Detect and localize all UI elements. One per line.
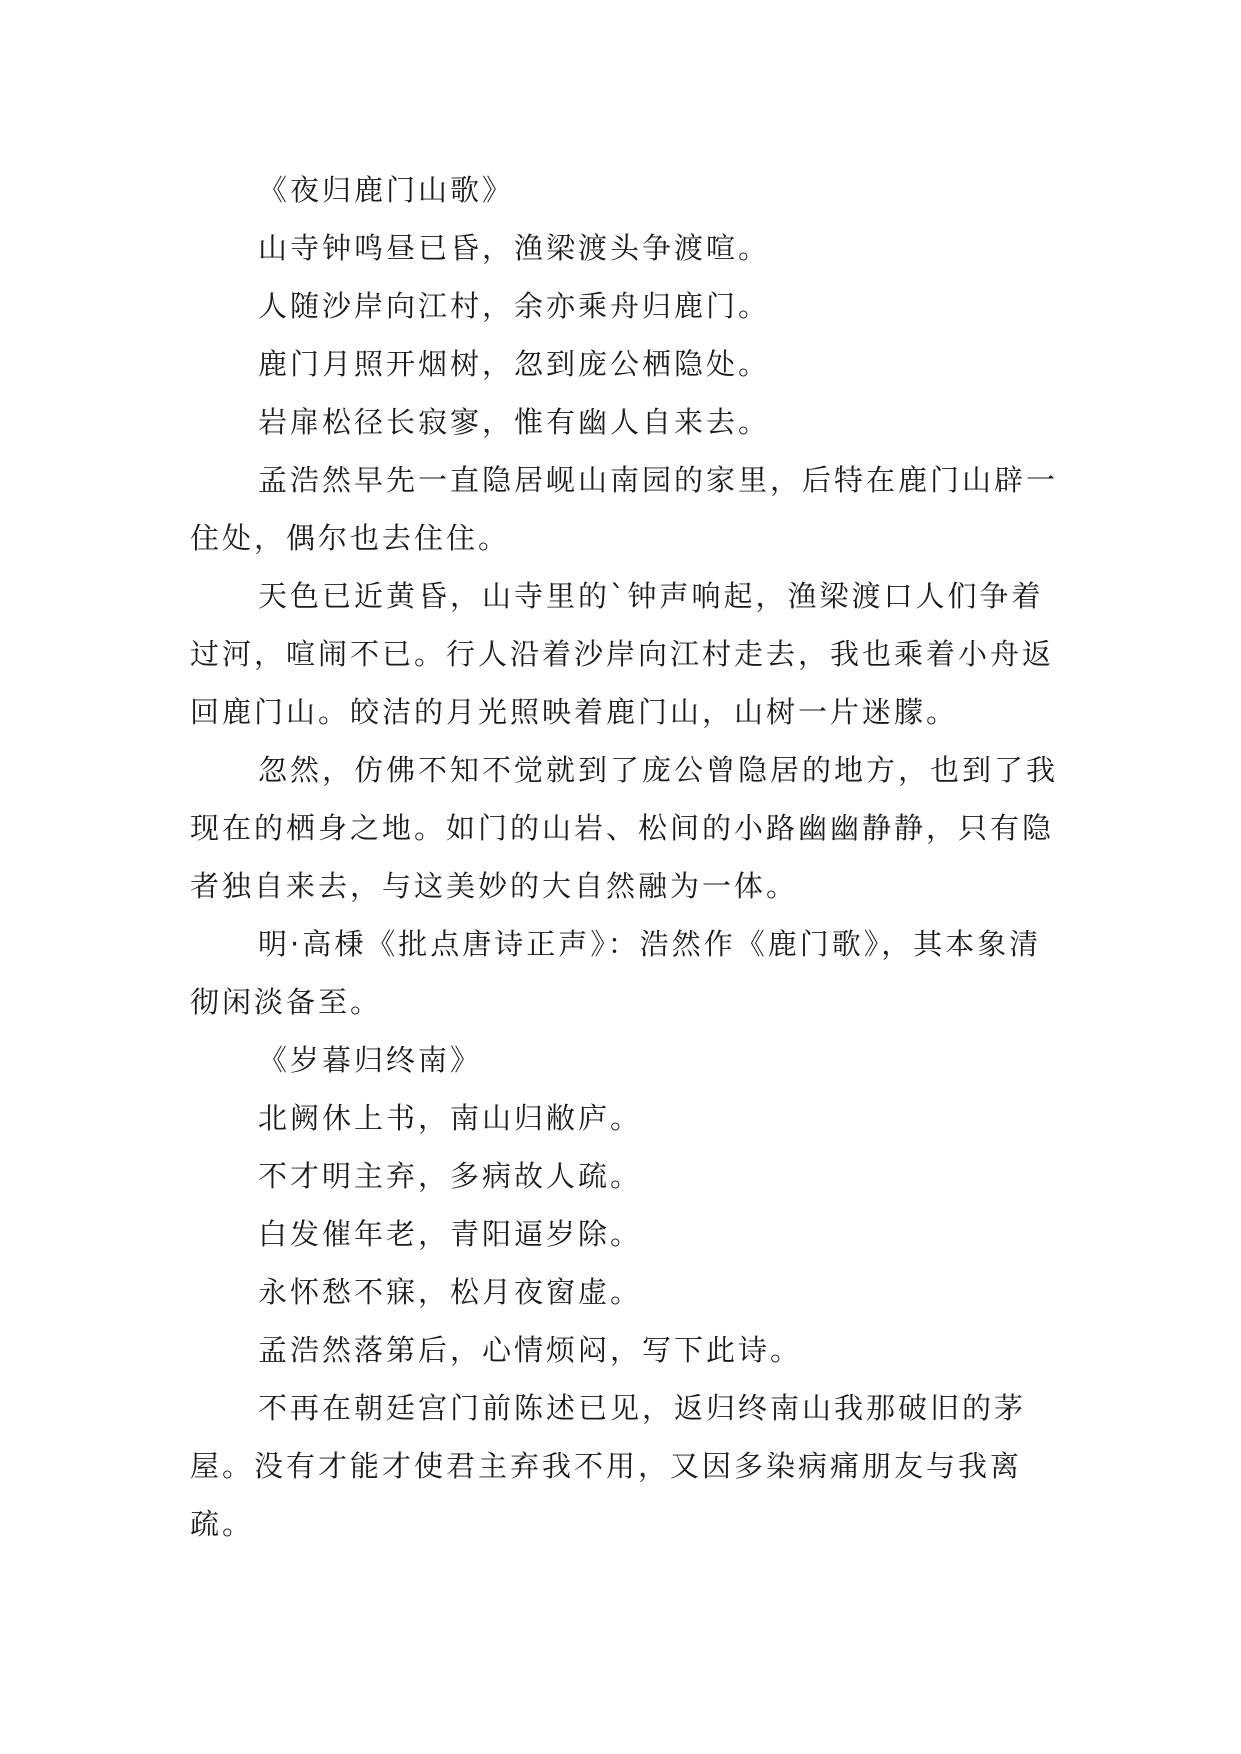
- poem-line: 人随沙岸向江村，余亦乘舟归鹿门。: [258, 289, 771, 323]
- translation-paragraph: 不再在朝廷宫门前陈述已见，返归终南山我那破旧的茅屋。没有才能才使君主弃我不用，又因多染病痛朋友与我离疏。: [190, 1391, 1027, 1541]
- translation-paragraph: 忽然，仿佛不知不觉就到了庞公曾隐居的地方，也到了我现在的栖身之地。如门的山岩、松间的小路幽幽静静，只有隐者独自来去，与这美妙的大自然融为一体。: [190, 753, 1059, 903]
- poem-line: 永怀愁不寐，松月夜窗虚。: [258, 1275, 643, 1309]
- poem-line: 不才明主弃，多病故人疏。: [258, 1159, 643, 1193]
- translation-paragraph: 天色已近黄昏，山寺里的`钟声响起，渔梁渡口人们争着过河，喧闹不已。行人沿着沙岸向江村走去，我也乘着小舟返回鹿门山。皎洁的月光照映着鹿门山，山树一片迷朦。: [190, 579, 1055, 729]
- poem-line: 北阙休上书，南山归敝庐。: [258, 1101, 643, 1135]
- poem-line: 鹿门月照开烟树，忽到庞公栖隐处。: [258, 347, 771, 381]
- commentary-paragraph: 孟浩然落第后，心情烦闷，写下此诗。: [258, 1333, 803, 1367]
- poem-line: 白发催年老，青阳逼岁除。: [258, 1217, 643, 1251]
- critique-paragraph: 明·高棅《批点唐诗正声》：浩然作《鹿门歌》，其本象清彻闲淡备至。: [190, 927, 1042, 1019]
- document-body: [190, 161, 1060, 1553]
- poem-title-2: 《岁暮归终南》: [258, 1043, 483, 1077]
- commentary-paragraph: 孟浩然早先一直隐居岘山南园的家里，后特在鹿门山辟一住处，偶尔也去住住。: [190, 463, 1059, 555]
- poem-line: 岩扉松径长寂寥，惟有幽人自来去。: [258, 405, 771, 439]
- poem-title-1: 《夜归鹿门山歌》: [258, 173, 515, 207]
- poem-line: 山寺钟鸣昼已昏，渔梁渡头争渡喧。: [258, 231, 771, 265]
